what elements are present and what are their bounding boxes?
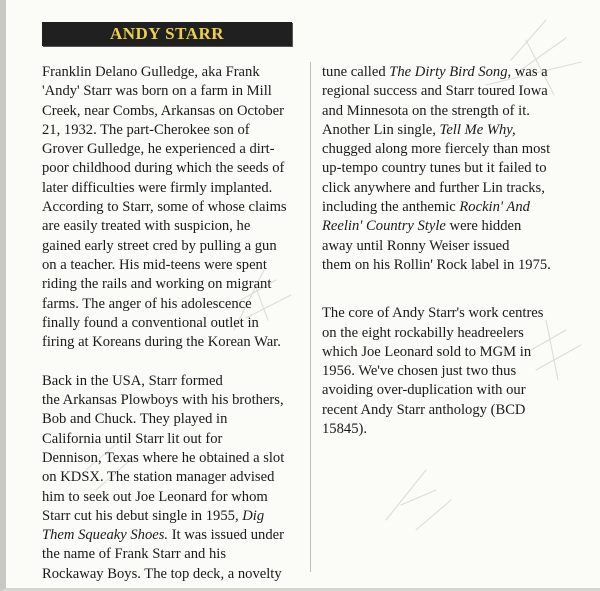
text-line: including the anthemic Rockin' And: [322, 199, 530, 216]
text-line: the Arkansas Plowboys with his brothers,: [42, 392, 284, 409]
left-column: [42, 63, 304, 584]
text-line: Them Squeaky Shoes. It was issued under: [42, 527, 284, 544]
text-line: tune called The Dirty Bird Song, was a: [322, 64, 548, 80]
text-line: click anywhere and further Lin tracks,: [322, 179, 545, 196]
song-title: Dig: [242, 507, 265, 524]
text-line: on a teacher. His mid-teens were spent: [42, 256, 267, 273]
text-line: gained early street cred by pulling a gun: [42, 237, 277, 254]
text-line: Rockaway Boys. The top deck, a novelty: [42, 565, 282, 582]
text-line: Grover Gulledge, he experienced a dirt-: [42, 141, 275, 158]
text-line: him to seek out Joe Leonard for whom: [42, 488, 268, 505]
text-line: According to Starr, some of whose claims: [42, 199, 287, 216]
text-line: 15845).: [322, 421, 367, 438]
text-line: Another Lin single, Tell Me Why,: [322, 121, 516, 138]
text-line: 1956. We've chosen just two thus: [322, 363, 517, 380]
text-line: The core of Andy Starr's work centres: [322, 305, 544, 322]
text-line: and Minnesota on the strength of it.: [322, 102, 530, 119]
text-line: Bob and Chuck. They played in: [42, 411, 228, 428]
text-line: California until Starr lit out for: [42, 430, 223, 447]
text-line: recent Andy Starr anthology (BCD: [322, 401, 526, 418]
text-line: away until Ronny Weiser issued: [322, 237, 510, 254]
text-line: avoiding over-duplication with our: [322, 382, 526, 399]
text-line: Dennison, Texas where he obtained a slot: [42, 449, 285, 466]
text-line: on KDSX. The station manager advised: [42, 469, 275, 486]
text-line: chugged along more fiercely than most: [322, 141, 551, 158]
song-title: Reelin' Country Style: [322, 218, 446, 235]
text-line: farms. The anger of his adolescence: [42, 295, 252, 312]
right-column: [322, 63, 574, 439]
paragraph-career: [42, 372, 304, 584]
text-line: poor childhood during which the seeds of: [42, 160, 285, 177]
paragraph-singles: [322, 63, 574, 275]
text-line: up-tempo country tunes but it failed to: [322, 160, 547, 177]
paragraph-mgm: [322, 304, 574, 439]
text-line: which Joe Leonard sold to MGM in: [322, 343, 532, 360]
song-title: Rockin' And: [459, 199, 530, 216]
song-title: Them Squeaky Shoes.: [42, 527, 169, 544]
text-line: the name of Frank Starr and his: [42, 546, 226, 563]
title-bar: [42, 22, 292, 46]
text-line: 'Andy' Starr was born on a farm in Mill: [42, 83, 272, 100]
text-line: Reelin' Country Style were hidden: [322, 218, 522, 235]
song-title: The Dirty Bird Song,: [389, 64, 512, 80]
paragraph-birth: [42, 63, 304, 352]
text-line: later difficulties were firmly implanted.: [42, 179, 273, 196]
text-line: regional success and Starr toured Iowa: [322, 83, 548, 100]
text-line: Franklin Delano Gulledge, aka Frank: [42, 64, 260, 80]
text-line: firing at Koreans during the Korean War.: [42, 334, 281, 351]
text-line: 21, 1932. The part-Cherokee son of: [42, 121, 250, 138]
text-line: on the eight rockabilly headreelers: [322, 324, 524, 341]
text-line: them on his Rollin' Rock label in 1975.: [322, 256, 551, 273]
text-line: riding the rails and working on migrant: [42, 276, 272, 293]
text-line: finally found a conventional outlet in: [42, 314, 259, 331]
text-line: Starr cut his debut single in 1955, Dig: [42, 507, 265, 524]
text-line: Back in the USA, Starr formed: [42, 372, 223, 389]
text-line: are easily treated with suspicion, he: [42, 218, 251, 235]
text-line: Creek, near Combs, Arkansas on October: [42, 102, 284, 119]
song-title: Tell Me Why,: [439, 121, 516, 138]
column-divider: [310, 62, 311, 572]
page-title: ANDY STARR: [109, 24, 225, 43]
